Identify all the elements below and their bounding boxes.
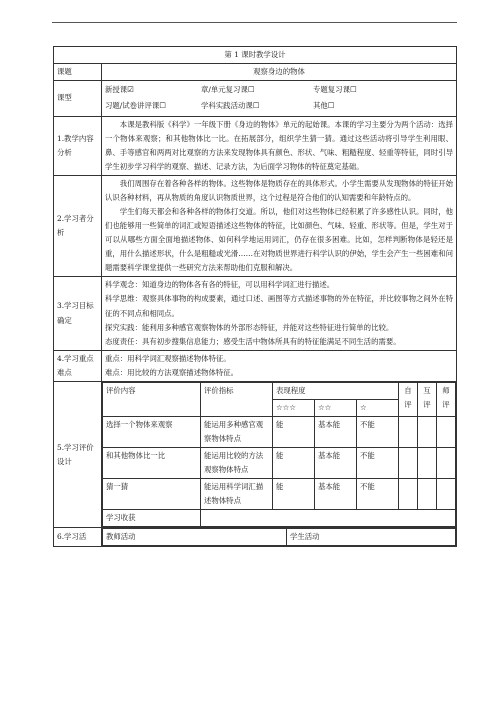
activities-cell <box>102 528 457 547</box>
topic-label: 课题 <box>54 64 102 81</box>
course-type-topic-review: 专题复习课☐ <box>313 85 357 95</box>
content-analysis-cell <box>102 116 457 175</box>
eval-peer-cell[interactable] <box>418 416 437 447</box>
lesson-plan-table <box>53 46 457 547</box>
eval-teacher-cell[interactable] <box>436 479 455 510</box>
eval-header-criteria: 评价指标 <box>201 382 273 416</box>
eval-criteria: 能运用科学词汇描述物体特点 <box>201 479 273 510</box>
eval-level-cannot: 不能 <box>357 479 399 510</box>
eval-header-peer: 互评 <box>418 382 437 416</box>
learner-analysis-paragraph-2: 学生们每天都会和各种各样的物体打交道。所以，他们对这些物体已经积累了许多感性认识。同时，他们也能够用一些简单的词汇或短语描述这些物体的特征，比如颜色、气味、轻重、形状等。但是，学生对于可以从哪些方面全面地描述物体、如何科学地运用词汇，仍存在很多困难。比如，怎样判断物体是轻还是重，用什么描述形状，什么是粗糙或光滑……在对物质世界进行科学认识的伊始，学生会产生一些困难和问题需要科学课堂提供一些研究方法来帮助他们克服和解决。 <box>105 207 453 273</box>
eval-self-cell[interactable] <box>399 448 418 479</box>
objectives-row <box>54 277 457 350</box>
eval-criteria: 能运用多种感官观察物体特点 <box>201 416 273 447</box>
eval-content: 猜一猜 <box>103 479 201 510</box>
eval-level-basic: 基本能 <box>315 448 357 479</box>
key-points-cell <box>102 350 457 381</box>
top-rule <box>52 22 457 23</box>
eval-peer-cell[interactable] <box>418 479 437 510</box>
eval-header-teacher: 师评 <box>436 382 455 416</box>
evaluation-row <box>54 381 457 528</box>
course-type-options <box>102 81 457 117</box>
title-row <box>54 47 457 64</box>
teacher-activity-header: 教师活动 <box>103 529 287 546</box>
topic-value: 观察身边的物体 <box>102 64 457 81</box>
eval-header-performance: 表现程度 <box>273 382 399 399</box>
eval-harvest-cell[interactable] <box>201 510 456 527</box>
evaluation-harvest-row <box>103 510 456 527</box>
eval-stars-1: ☆ <box>357 399 399 416</box>
course-type-line-2 <box>105 98 453 114</box>
objective-practice: 探究实践：能利用多种感官观察物体的外部形态特征，并能对这些特征进行简单的比较。 <box>105 322 394 332</box>
eval-level-cannot: 不能 <box>357 416 399 447</box>
key-points-label: 4.学习重点难点 <box>54 350 102 381</box>
eval-level-can: 能 <box>273 479 315 510</box>
learner-analysis-cell <box>102 175 457 276</box>
eval-stars-3: ☆☆☆ <box>273 399 315 416</box>
eval-peer-cell[interactable] <box>418 448 437 479</box>
eval-teacher-cell[interactable] <box>436 416 455 447</box>
evaluation-table <box>102 382 456 528</box>
eval-criteria: 能运用比较的方法观察物体特点 <box>201 448 273 479</box>
objective-attitude: 态度责任：具有初步搜集信息能力；感受生活中物体所具有的特征能满足不同生活的需要。 <box>105 336 401 346</box>
topic-row <box>54 64 457 81</box>
objectives-cell <box>102 277 457 350</box>
evaluation-cell <box>102 381 457 528</box>
eval-level-can: 能 <box>273 416 315 447</box>
objective-thinking: 科学思维：观察具体事物的构成要素，通过口述、画图等方式描述事物的外在特征，并比较事物之间外在特征的不同点和相同点。 <box>105 294 453 318</box>
key-points-row <box>54 350 457 381</box>
activities-row <box>54 528 457 547</box>
learner-analysis-paragraph-1: 我们周围存在着各种各样的物体。这些物体是物质存在的具体形式。小学生需要从发现物体的特征开始认识各种材料，再从物质的角度认识物质世界，这个过程是符合他们的认知需要和年龄特点的。 <box>105 178 453 202</box>
activities-label: 6.学习活 <box>54 528 102 547</box>
evaluation-data-row <box>103 448 456 479</box>
eval-level-basic: 基本能 <box>315 479 357 510</box>
evaluation-header-row <box>103 382 456 399</box>
course-type-exercise-review: 习题/试卷讲评课☐ <box>105 101 166 111</box>
course-type-row <box>54 81 457 117</box>
eval-header-self: 自评 <box>399 382 418 416</box>
eval-stars-2: ☆☆ <box>315 399 357 416</box>
course-type-new-lesson: 新授课☑ <box>105 85 134 95</box>
document-title: 第 1 课时教学设计 <box>54 47 457 64</box>
eval-content: 选择一个物体来观察 <box>103 416 201 447</box>
eval-teacher-cell[interactable] <box>436 448 455 479</box>
evaluation-data-row <box>103 479 456 510</box>
eval-level-cannot: 不能 <box>357 448 399 479</box>
course-type-other: 其他☐ <box>313 101 335 111</box>
objectives-label: 3.学习目标确定 <box>54 277 102 350</box>
learner-analysis-label: 2.学习者分析 <box>54 175 102 276</box>
key-point: 重点：用科学词汇观察描述物体特征。 <box>105 353 231 363</box>
difficult-point: 难点：用比较的方法观察描述物体特征。 <box>105 367 239 377</box>
eval-header-content: 评价内容 <box>103 382 201 416</box>
learner-analysis-row <box>54 175 457 276</box>
eval-content: 和其他物体比一比 <box>103 448 201 479</box>
evaluation-data-row <box>103 416 456 447</box>
course-type-label: 课型 <box>54 81 102 117</box>
eval-level-can: 能 <box>273 448 315 479</box>
course-type-line-1 <box>105 82 453 98</box>
content-analysis-row <box>54 116 457 175</box>
eval-level-basic: 基本能 <box>315 416 357 447</box>
course-type-chapter-review: 章/单元复习课☐ <box>201 85 255 95</box>
eval-self-cell[interactable] <box>399 479 418 510</box>
eval-self-cell[interactable] <box>399 416 418 447</box>
objective-concept: 科学观念：知道身边的物体各有各的特征，可以用科学词汇进行描述。 <box>105 280 335 290</box>
eval-harvest-label: 学习收获 <box>103 510 201 527</box>
activities-table <box>102 528 456 546</box>
evaluation-label: 5.学习评价设计 <box>54 381 102 528</box>
content-analysis-text: 本课是教科版《科学》一年级下册《身边的物体》单元的起始课。本课的学习主要分为两个活动：选择一个物体来观察；和其他物体比一比。在拓展部分，组织学生猜一猜。通过这些活动将引导学生利用眼、鼻、手等感官和两两对比观察的方法来发现物体具有颜色、形状、气味、粗糙程度、轻重等特征，同时引导学生初步学习科学的观察、描述、记录方法，为后面学习物体的特征奠定基础。 <box>105 119 453 171</box>
content-analysis-label: 1.教学内容分析 <box>54 116 102 175</box>
course-type-practice: 学科实践活动课☐ <box>201 101 260 111</box>
student-activity-header: 学生活动 <box>287 529 456 546</box>
